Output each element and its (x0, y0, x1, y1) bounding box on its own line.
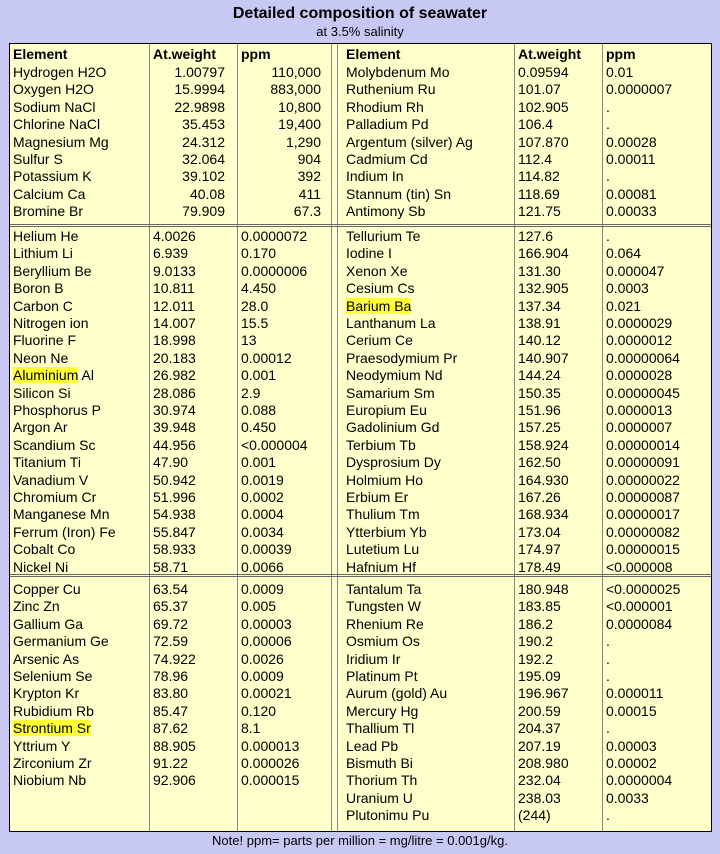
element-name: Aluminium Al (13, 367, 94, 384)
ppm-value: 883,000 (270, 81, 321, 98)
ppm-value: 0.00012 (241, 349, 292, 366)
atomic-weight: 58.933 (153, 541, 196, 558)
element-name: Boron B (13, 280, 64, 297)
atomic-weight: 69.72 (153, 615, 189, 632)
atomic-weight: 26.982 (153, 367, 196, 384)
ppm-value: 0.000013 (241, 737, 300, 754)
element-name: Ruthenium Ru (346, 81, 436, 98)
ppm-value: 1,290 (285, 133, 321, 150)
element-name: Silicon Si (13, 384, 71, 401)
atomic-weight: 39.102 (182, 168, 225, 185)
ppm-value: 0.00000064 (606, 349, 680, 366)
ppm-value: 0.00000082 (606, 523, 680, 540)
ppm-value: 0.0000007 (606, 81, 673, 98)
element-name: Chlorine NaCl (13, 116, 101, 133)
atomic-weight: 32.064 (182, 151, 225, 167)
element-name: Ferrum (Iron) Fe (13, 523, 116, 540)
atomic-weight: 121.75 (518, 203, 561, 220)
atomic-weight: 51.996 (153, 489, 196, 505)
ppm-value: . (606, 98, 610, 115)
ppm-value: 392 (297, 168, 321, 185)
atomic-weight: 137.34 (518, 297, 561, 314)
atomic-weight: 47.90 (153, 454, 189, 471)
atomic-weight: 162.50 (518, 454, 561, 471)
element-name: Calcium Ca (13, 185, 86, 202)
element-name: Tellurium Te (346, 228, 421, 244)
atomic-weight: 44.956 (153, 436, 196, 453)
element-name: Beryllium Be (13, 262, 92, 279)
ppm-value: 0.450 (241, 419, 277, 436)
divider-right-weight (514, 44, 515, 831)
element-name: Platinum Pt (346, 668, 418, 684)
atomic-weight: 9.0133 (153, 262, 196, 279)
element-name: Lithium Li (13, 245, 73, 262)
atomic-weight: 28.086 (153, 384, 196, 401)
ppm-value: 0.00000015 (606, 541, 680, 558)
ppm-value: 0.00000045 (606, 384, 680, 401)
element-name: Selenium Se (13, 668, 93, 684)
ppm-value: . (606, 168, 610, 185)
ppm-value: 0.00011 (606, 151, 656, 167)
element-name: Argentum (silver) Ag (346, 133, 473, 150)
element-name: Bismuth Bi (346, 755, 413, 771)
ppm-value: 411 (298, 185, 321, 202)
ppm-value: 0.0000012 (606, 332, 673, 349)
ppm-value: . (606, 807, 610, 824)
ppm-value: 0.00039 (241, 541, 292, 558)
element-name: Manganese Mn (13, 506, 110, 523)
atomic-weight: 79.909 (182, 203, 225, 220)
element-name: Germanium Ge (13, 633, 109, 650)
ppm-value: 0.170 (241, 245, 277, 262)
element-name: Oxygen H2O (13, 81, 94, 98)
element-name: Palladium Pd (346, 116, 429, 133)
ppm-value: . (606, 633, 610, 650)
atomic-weight: 144.24 (518, 367, 561, 384)
element-name (13, 720, 91, 737)
atomic-weight: 114.82 (518, 168, 560, 185)
element-name: Tungsten W (346, 598, 421, 615)
ppm-value: 2.9 (241, 384, 261, 401)
element-name: Stannum (tin) Sn (346, 185, 452, 202)
element-name: Nickel Ni (13, 558, 69, 575)
atomic-weight: 91.22 (153, 755, 189, 771)
ppm-value: 4.450 (241, 280, 277, 297)
atomic-weight: 92.906 (153, 772, 196, 789)
ppm-value: 0.00000087 (606, 489, 680, 505)
atomic-weight: 85.47 (153, 702, 189, 719)
element-name: Indium In (346, 168, 404, 185)
atomic-weight: 14.007 (153, 315, 196, 331)
atomic-weight: 150.35 (518, 384, 561, 401)
atomic-weight: 178.49 (518, 558, 561, 575)
atomic-weight: 72.59 (153, 633, 189, 650)
element-name: Chromium Cr (13, 489, 97, 505)
ppm-value: <0.000008 (606, 558, 673, 575)
atomic-weight: 180.948 (518, 581, 569, 597)
ppm-value: 0.000047 (606, 262, 665, 279)
element-name: Rhenium Re (346, 615, 424, 632)
atomic-weight: (244) (518, 807, 551, 824)
element-name: Neodymium Nd (346, 367, 443, 384)
atomic-weight: 30.974 (153, 402, 196, 418)
atomic-weight: 207.19 (518, 737, 561, 754)
ppm-value: 0.088 (241, 402, 277, 418)
element-name: Helium He (13, 228, 79, 244)
element-name: Cadmium Cd (346, 151, 428, 167)
atomic-weight: 140.12 (518, 332, 561, 349)
ppm-value: <0.000004 (241, 436, 308, 453)
ppm-value: 0.0000084 (606, 615, 673, 632)
ppm-value: . (606, 668, 610, 684)
ppm-value: 0.000015 (241, 772, 300, 789)
element-name: Thorium Th (346, 772, 418, 789)
atomic-weight: 173.04 (518, 523, 561, 540)
element-name: Cobalt Co (13, 541, 76, 558)
element-name: Terbium Tb (346, 436, 416, 453)
atomic-weight: 63.54 (153, 581, 189, 597)
ppm-value: 904 (297, 151, 321, 167)
ppm-value: 0.0000004 (606, 772, 673, 789)
element-name: Gadolinium Gd (346, 419, 440, 436)
element-name: Carbon C (13, 297, 73, 314)
atomic-weight: 15.9994 (174, 81, 225, 98)
header-ppm: ppm (241, 46, 271, 62)
divider-center-1 (331, 44, 332, 831)
ppm-value: 0.00002 (606, 755, 657, 771)
ppm-value: 0.00000017 (606, 506, 680, 523)
atomic-weight: 65.37 (153, 598, 189, 615)
ppm-value: <0.000001 (606, 598, 673, 615)
band-separator-1 (10, 224, 711, 227)
ppm-value: 67.3 (293, 203, 321, 220)
atomic-weight: 151.96 (518, 402, 561, 418)
ppm-value: 0.000011 (606, 685, 664, 702)
atomic-weight: 127.6 (518, 228, 554, 244)
ppm-value: . (606, 228, 610, 244)
element-name: Cerium Ce (346, 332, 413, 349)
ppm-value: 19,400 (278, 116, 321, 133)
atomic-weight: 132.905 (518, 280, 569, 297)
atomic-weight: 106.4 (518, 116, 554, 133)
element-name: Iodine I (346, 245, 392, 262)
ppm-value: 0.00003 (241, 615, 292, 632)
element-name: Tantalum Ta (346, 581, 422, 597)
element-name: Niobium Nb (13, 772, 87, 789)
ppm-value: 0.0000029 (606, 315, 673, 331)
atomic-weight: 0.09594 (518, 64, 569, 80)
atomic-weight: 186.2 (518, 615, 554, 632)
atomic-weight: 20.183 (153, 349, 196, 366)
header-ppm: ppm (606, 46, 636, 62)
ppm-value: 0.021 (606, 297, 642, 314)
element-name: Mercury Hg (346, 702, 419, 719)
element-name: Holmium Ho (346, 471, 424, 488)
header-element: Element (346, 46, 401, 62)
atomic-weight: 195.09 (518, 668, 561, 684)
element-name: Erbium Er (346, 489, 409, 505)
ppm-value: 110,000 (271, 64, 321, 80)
element-name: Thulium Tm (346, 506, 420, 523)
ppm-value: 0.0034 (241, 523, 284, 540)
ppm-value: 0.0003 (606, 280, 649, 297)
element-name: Gallium Ga (13, 615, 84, 632)
element-name: Zirconium Zr (13, 755, 92, 771)
atomic-weight: 157.25 (518, 419, 561, 436)
ppm-value: 15.5 (241, 315, 269, 331)
ppm-value: 0.0033 (606, 789, 649, 806)
ppm-value: 0.01 (606, 64, 634, 80)
element-name: Rubidium Rb (13, 702, 94, 719)
atomic-weight: 88.905 (153, 737, 196, 754)
element-name: Magnesium Mg (13, 133, 109, 150)
atomic-weight: 166.904 (518, 245, 569, 262)
ppm-value: 0.0000006 (241, 262, 308, 279)
ppm-value: 0.00033 (606, 203, 657, 220)
ppm-value: 0.0000072 (241, 228, 308, 244)
atomic-weight: 196.967 (518, 685, 569, 702)
element-name: Iridium Ir (346, 650, 401, 667)
element-name: Neon Ne (13, 349, 69, 366)
atomic-weight: 10.811 (153, 280, 195, 297)
ppm-value: 0.00000014 (606, 436, 680, 453)
element-name: Thallium Tl (346, 720, 415, 737)
atomic-weight: 183.85 (518, 598, 561, 615)
atomic-weight: 22.9898 (174, 98, 225, 115)
ppm-value: 0.001 (241, 367, 277, 384)
element-name: Uranium U (346, 789, 413, 806)
atomic-weight: 39.948 (153, 419, 196, 436)
atomic-weight: 35.453 (182, 116, 225, 133)
element-name: Praesodymium Pr (346, 349, 458, 366)
element-name: Lead Pb (346, 737, 399, 754)
composition-table (9, 43, 712, 832)
atomic-weight: 112.4 (518, 151, 552, 167)
ppm-value: . (606, 650, 610, 667)
ppm-value: 0.00015 (606, 702, 657, 719)
element-name: Antimony Sb (346, 203, 426, 220)
atomic-weight: 190.2 (518, 633, 554, 650)
element-name: Cesium Cs (346, 280, 415, 297)
ppm-value: 0.0026 (241, 650, 284, 667)
element-name: Nitrogen ion (13, 315, 89, 331)
element-name: Samarium Sm (346, 384, 435, 401)
atomic-weight: 204.37 (518, 720, 561, 737)
element-name: Lanthanum La (346, 315, 436, 331)
atomic-weight: 78.96 (153, 668, 189, 684)
ppm-value: 0.00021 (241, 685, 292, 702)
element-name (346, 298, 411, 315)
header-weight: At.weight (153, 46, 216, 62)
element-name: Zinc Zn (13, 598, 60, 615)
element-name: Aurum (gold) Au (346, 685, 448, 702)
atomic-weight: 238.03 (518, 789, 561, 806)
atomic-weight: 118.69 (518, 185, 560, 202)
element-name: Krypton Kr (13, 685, 80, 702)
ppm-value: 0.0019 (241, 471, 284, 488)
page-subtitle: at 3.5% salinity (316, 24, 404, 39)
atomic-weight: 164.930 (518, 471, 569, 488)
ppm-value: 0.0002 (241, 489, 284, 505)
element-name: Dysprosium Dy (346, 454, 441, 471)
element-name: Bromine Br (13, 203, 84, 220)
element-name: Ytterbium Yb (346, 523, 427, 540)
atomic-weight: 158.924 (518, 436, 569, 453)
ppm-value: 8.1 (241, 720, 261, 737)
ppm-value: 0.00000022 (606, 471, 680, 488)
element-name: Scandium Sc (13, 436, 96, 453)
element-name: Molybdenum Mo (346, 64, 450, 80)
ppm-value: 13 (241, 332, 257, 349)
element-name: Osmium Os (346, 633, 420, 650)
atomic-weight: 24.312 (182, 133, 225, 150)
atomic-weight: 1.00797 (174, 64, 225, 80)
element-name: Hafnium Hf (346, 558, 417, 575)
ppm-value: 0.0004 (241, 506, 284, 523)
atomic-weight: 140.907 (518, 349, 569, 366)
atomic-weight: 174.97 (518, 541, 561, 558)
atomic-weight: 168.934 (518, 506, 569, 523)
ppm-value: 0.120 (241, 702, 277, 719)
atomic-weight: 74.922 (153, 650, 196, 667)
ppm-value: 0.00006 (241, 633, 292, 650)
element-name: Vanadium V (13, 471, 89, 488)
ppm-value: . (606, 116, 610, 133)
element-name: Europium Eu (346, 402, 427, 418)
highlight-mark: Aluminium (13, 367, 79, 384)
atomic-weight: 18.998 (153, 332, 196, 349)
atomic-weight: 58.71 (153, 558, 189, 575)
divider-left-weight (149, 44, 150, 831)
ppm-value: 0.0000007 (606, 419, 673, 436)
ppm-value: 0.00028 (606, 133, 657, 150)
ppm-value: <0.0000025 (606, 581, 681, 597)
highlight-mark: Barium Ba (346, 297, 412, 314)
atomic-weight: 167.26 (518, 489, 561, 505)
divider-center-2 (337, 44, 338, 831)
ppm-value: . (606, 720, 610, 737)
ppm-value: 0.0066 (241, 558, 284, 575)
element-name: Phosphorus P (13, 402, 101, 418)
atomic-weight: 232.04 (518, 772, 561, 789)
atomic-weight: 87.62 (153, 720, 189, 737)
header-weight: At.weight (518, 46, 581, 62)
atomic-weight: 50.942 (153, 471, 196, 488)
atomic-weight: 102.905 (518, 98, 569, 115)
ppm-value: 0.0000028 (606, 367, 673, 384)
atomic-weight: 40.08 (189, 185, 225, 202)
atomic-weight: 107.870 (518, 133, 569, 150)
atomic-weight: 131.30 (518, 262, 561, 279)
atomic-weight: 200.59 (518, 702, 561, 719)
element-name: Sodium NaCl (13, 98, 96, 115)
element-name: Potassium K (13, 168, 92, 185)
divider-left-ppm (237, 44, 238, 831)
element-name: Plutonimu Pu (346, 807, 430, 824)
element-name: Hydrogen H2O (13, 64, 107, 80)
element-name: Lutetium Lu (346, 541, 420, 558)
atomic-weight: 54.938 (153, 506, 196, 523)
atomic-weight: 4.0026 (153, 228, 196, 244)
element-name: Xenon Xe (346, 262, 408, 279)
atomic-weight: 12.011 (153, 297, 195, 314)
atomic-weight: 83.80 (153, 685, 189, 702)
element-name: Rhodium Rh (346, 98, 424, 115)
element-name: Titanium Ti (13, 454, 81, 471)
ppm-value: 0.00000091 (606, 454, 680, 471)
ppm-value: 10,800 (278, 98, 321, 115)
ppm-value: 0.0000013 (606, 402, 673, 418)
ppm-value: 0.001 (241, 454, 277, 471)
element-name: Argon Ar (13, 419, 68, 436)
atomic-weight: 6.939 (153, 245, 189, 262)
ppm-value: 0.0009 (241, 581, 284, 597)
divider-right-ppm (602, 44, 603, 831)
ppm-value: 0.064 (606, 245, 642, 262)
atomic-weight: 208.980 (518, 755, 569, 771)
element-name: Fluorine F (13, 332, 77, 349)
atomic-weight: 138.91 (518, 315, 561, 331)
atomic-weight: 192.2 (518, 650, 554, 667)
atomic-weight: 101.07 (518, 81, 561, 98)
page-title: Detailed composition of seawater (232, 5, 488, 22)
ppm-value: 0.0009 (241, 668, 284, 684)
element-name: Copper Cu (13, 581, 81, 597)
ppm-value: 28.0 (241, 297, 269, 314)
element-name: Arsenic As (13, 650, 80, 667)
element-name: Yttrium Y (13, 737, 71, 754)
atomic-weight: 55.847 (153, 523, 196, 540)
highlight-mark: Strontium Sr (13, 720, 91, 737)
ppm-value: 0.00081 (606, 185, 657, 202)
ppm-value: 0.000026 (241, 755, 300, 771)
element-name: Sulfur S (13, 151, 63, 167)
ppm-value: 0.00003 (606, 737, 657, 754)
footnote: Note! ppm= parts per million = mg/litre = 0.001g/kg. (212, 833, 508, 848)
header-element: Element (13, 46, 68, 62)
ppm-value: 0.005 (241, 598, 277, 615)
